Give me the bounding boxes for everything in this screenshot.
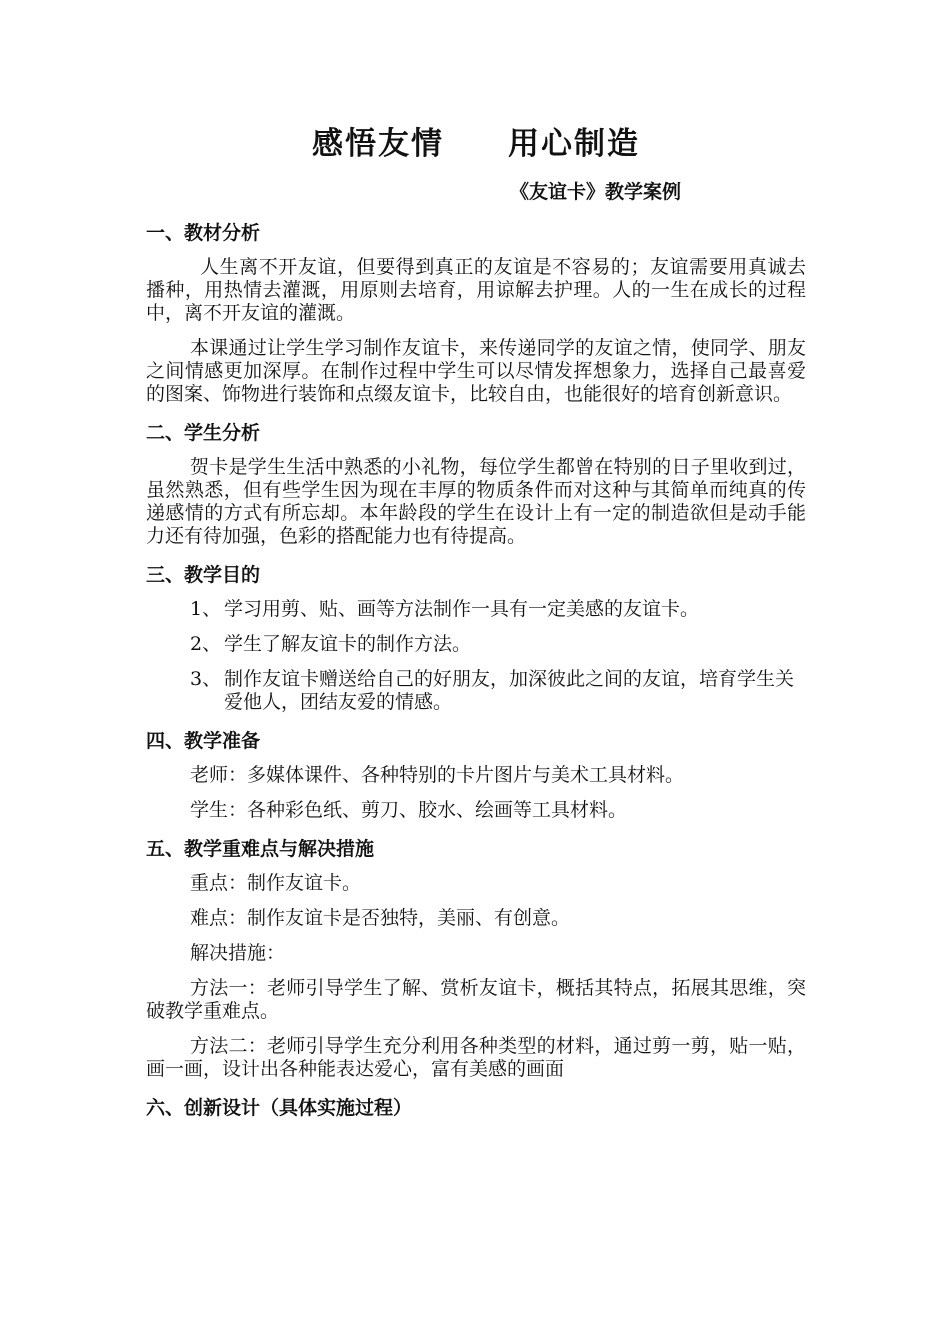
objective-item — [190, 633, 806, 656]
section-heading-materials: 一、教材分析 — [146, 222, 261, 244]
key-point: 重点：制作友谊卡。 — [190, 872, 362, 894]
preparation-teacher: 老师：多媒体课件、各种特别的卡片图片与美术工具材料。 — [190, 764, 685, 786]
objective-text: 制作友谊卡赠送给自己的好朋友，加深彼此之间的友谊，培育学生关爱他人，团结友爱的情感。 — [224, 668, 795, 713]
objective-number: 3、 — [190, 668, 222, 690]
paragraph-materials-1: 人生离不开友谊，但要得到真正的友谊是不容易的；友谊需要用真诚去播种，用热情去灌溉，用原则去培育，用谅解去护理。人的一生在成长的过程中，离不开友谊的灌溉。 — [146, 256, 806, 324]
method-1: 方法一：老师引导学生了解、赏析友谊卡，概括其特点，拓展其思维，突破教学重难点。 — [146, 977, 806, 1022]
document-subtitle: 《友谊卡》教学案例 — [510, 181, 682, 203]
section-heading-preparation: 四、教学准备 — [146, 730, 261, 752]
objective-item — [190, 668, 806, 714]
objective-item — [190, 598, 806, 621]
paragraph-materials-2: 本课通过让学生学习制作友谊卡，来传递同学的友谊之情，使同学、朋友之间情感更加深厚。在制作过程中学生可以尽情发挥想象力，选择自己最喜爱的图案、饰物进行装饰和点缀友谊卡，比较自由，也能很好的培育创新意识。 — [146, 337, 806, 405]
objective-text: 学习用剪、贴、画等方法制作一具有一定美感的友谊卡。 — [224, 598, 700, 620]
measures-label: 解决措施： — [190, 942, 286, 964]
section-heading-objectives: 三、教学目的 — [146, 564, 261, 586]
objective-text: 学生了解友谊卡的制作方法。 — [224, 633, 472, 655]
difficulty-point: 难点：制作友谊卡是否独特，美丽、有创意。 — [190, 907, 571, 929]
section-heading-key-points: 五、教学重难点与解决措施 — [146, 838, 375, 860]
objective-number: 1、 — [190, 598, 222, 620]
document-content — [146, 118, 806, 1131]
section-heading-students: 二、学生分析 — [146, 422, 261, 444]
method-2: 方法二：老师引导学生充分利用各种类型的材料，通过剪一剪，贴一贴，画一画，设计出各种能表达爱心，富有美感的画面 — [146, 1035, 806, 1080]
objective-number: 2、 — [190, 633, 222, 655]
document-title: 感悟友情 用心制造 — [312, 126, 640, 162]
preparation-student: 学生：各种彩色纸、剪刀、胶水、绘画等工具材料。 — [190, 799, 628, 821]
section-heading-innovation: 六、创新设计（具体实施过程） — [146, 1097, 413, 1119]
paragraph-students-1: 贺卡是学生生活中熟悉的小礼物，每位学生都曾在特别的日子里收到过，虽然熟悉，但有些学生因为现在丰厚的物质条件而对这种与其简单而纯真的传递感情的方式有所忘却。本年龄段的学生在设计上有一定的制造欲但是动手能力还有待加强，色彩的搭配能力也有待提高。 — [146, 456, 806, 547]
